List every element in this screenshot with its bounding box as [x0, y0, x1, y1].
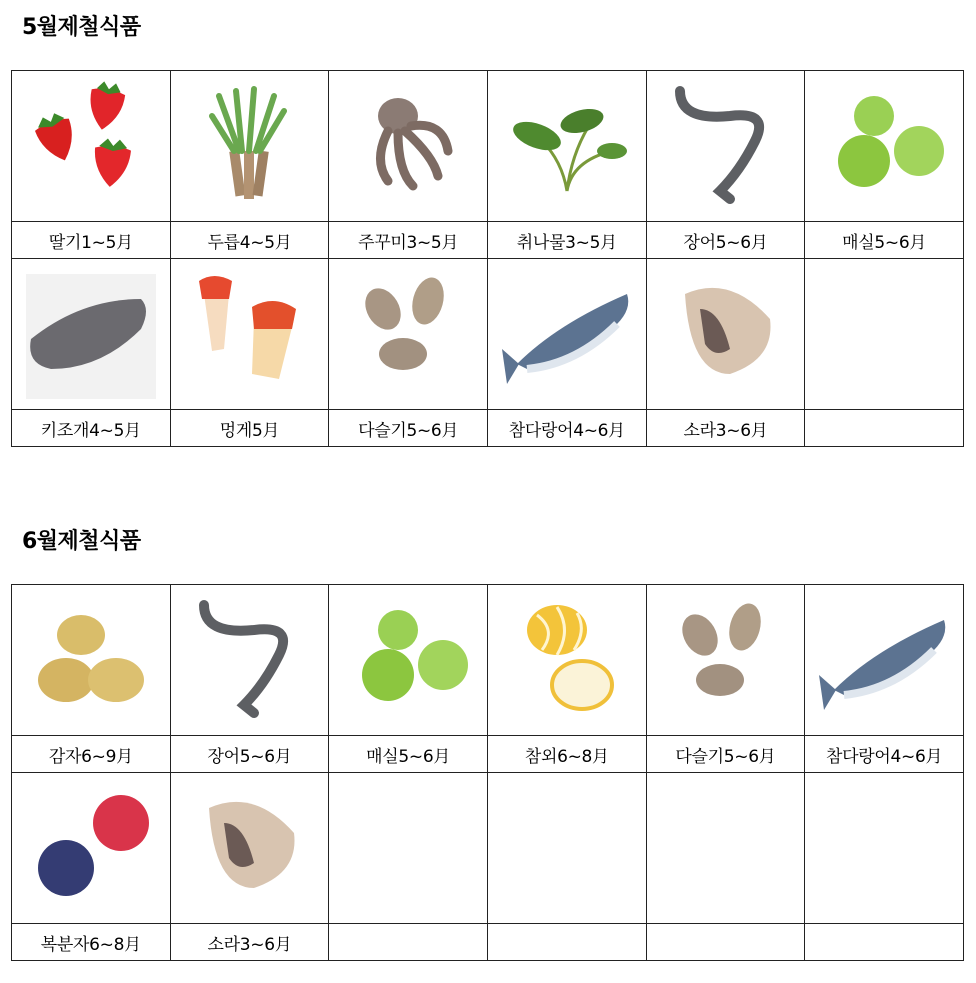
- food-label: 장어5~6月: [170, 736, 329, 773]
- empty-cell: [646, 773, 805, 924]
- food-image-cell: [170, 585, 329, 736]
- empty-cell: [805, 259, 964, 410]
- food-label: 소라3~6月: [646, 410, 805, 447]
- food-label: 주꾸미3~5月: [329, 222, 488, 259]
- aralia-shoot-icon: [184, 81, 314, 211]
- chwinamul-icon: [502, 81, 632, 211]
- empty-cell: [487, 773, 646, 924]
- empty-cell: [329, 773, 488, 924]
- empty-cell: [805, 410, 964, 447]
- food-label: 소라3~6月: [170, 924, 329, 961]
- food-image-cell: [487, 585, 646, 736]
- food-image-cell: [12, 585, 171, 736]
- food-image-cell: [805, 71, 964, 222]
- food-label: 취나물3~5月: [487, 222, 646, 259]
- sea-squirt-icon: [184, 269, 314, 399]
- green-plum-icon: [819, 81, 949, 211]
- conch-icon: [660, 269, 790, 399]
- food-image-cell: [487, 259, 646, 410]
- food-label: 참다랑어4~6月: [487, 410, 646, 447]
- food-image-cell: [12, 71, 171, 222]
- food-label: 다슬기5~6月: [646, 736, 805, 773]
- food-image-cell: [170, 71, 329, 222]
- eel-icon: [660, 81, 790, 211]
- eel-icon: [184, 595, 314, 725]
- webfoot-octopus-icon: [343, 81, 473, 211]
- raspberry-icon: [26, 783, 156, 913]
- korean-melon-icon: [502, 595, 632, 725]
- food-image-cell: [329, 585, 488, 736]
- strawberry-icon: [26, 81, 156, 211]
- empty-cell: [487, 924, 646, 961]
- food-label: 감자6~9月: [12, 736, 171, 773]
- food-image-cell: [646, 259, 805, 410]
- conch-icon: [184, 783, 314, 913]
- food-label: 키조개4~5月: [12, 410, 171, 447]
- marsh-snail-icon: [343, 269, 473, 399]
- food-label: 두릅4~5月: [170, 222, 329, 259]
- food-image-cell: [170, 259, 329, 410]
- may-section-title: 5월제철식품: [22, 15, 141, 40]
- potato-icon: [26, 595, 156, 725]
- food-image-cell: [329, 259, 488, 410]
- food-label: 참다랑어4~6月: [805, 736, 964, 773]
- may-food-table: [11, 70, 964, 447]
- empty-cell: [805, 773, 964, 924]
- food-label: 복분자6~8月: [12, 924, 171, 961]
- empty-cell: [646, 924, 805, 961]
- empty-cell: [805, 924, 964, 961]
- food-image-cell: [646, 71, 805, 222]
- food-image-cell: [805, 585, 964, 736]
- food-label: 다슬기5~6月: [329, 410, 488, 447]
- food-label: 참외6~8月: [487, 736, 646, 773]
- bluefin-tuna-icon: [497, 269, 637, 399]
- pen-shell-icon: [21, 269, 161, 399]
- food-image-cell: [329, 71, 488, 222]
- food-image-cell: [646, 585, 805, 736]
- food-label: 매실5~6月: [805, 222, 964, 259]
- june-food-table: [11, 584, 964, 961]
- food-image-cell: [12, 773, 171, 924]
- food-image-cell: [487, 71, 646, 222]
- food-image-cell: [12, 259, 171, 410]
- food-label: 딸기1~5月: [12, 222, 171, 259]
- june-section-title: 6월제철식품: [22, 529, 141, 554]
- bluefin-tuna-icon: [814, 595, 954, 725]
- food-label: 매실5~6月: [329, 736, 488, 773]
- food-label: 장어5~6月: [646, 222, 805, 259]
- food-image-cell: [170, 773, 329, 924]
- food-label: 멍게5月: [170, 410, 329, 447]
- green-plum-icon: [343, 595, 473, 725]
- marsh-snail-icon: [660, 595, 790, 725]
- empty-cell: [329, 924, 488, 961]
